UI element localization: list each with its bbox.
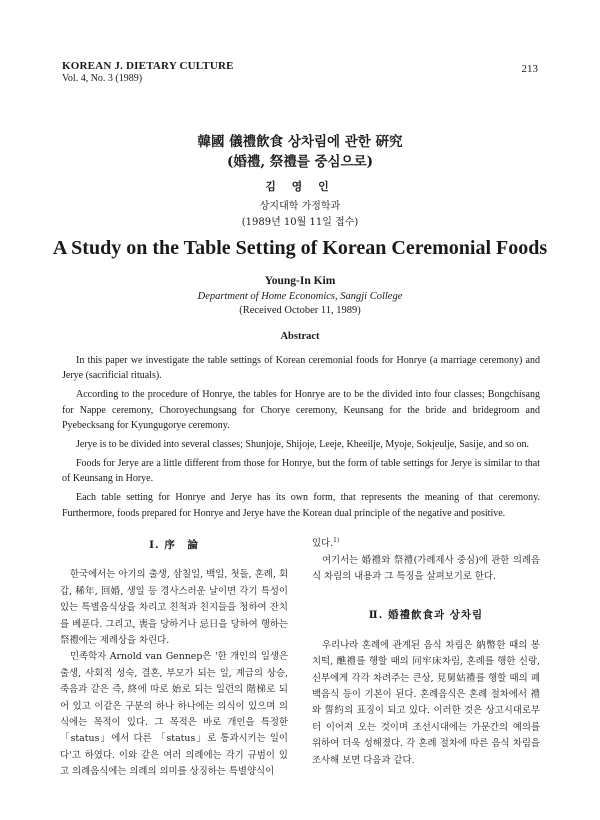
abstract-paragraph: In this paper we investigate the table settings of Korean ceremonial foods for Honrye (a marriage ceremony) and Jerye (sacrificial rituals). xyxy=(62,355,540,382)
journal-name: KOREAN J. DIETARY CULTURE xyxy=(62,60,234,72)
journal-header xyxy=(62,60,234,84)
abstract-paragraph: According to the procedure of Honrye, the tables for Honrye are to be the divided into four classes; Bongchisang for Nappe ceremony, Choroyechungsang for Chorye ceremony, Keunsang for the bride and bridegroom and Pyebecksang for Kyungugorye ceremony. xyxy=(62,389,540,432)
footnote-reference: 1) xyxy=(333,537,340,544)
english-author: Young-In Kim xyxy=(264,275,336,287)
body-paragraph-continued xyxy=(312,533,540,553)
abstract-paragraph: Foods for Jerye are a little different from those for Honrye, but the form of table settings for Jerye is similar to that of Keunsang in Horye. xyxy=(62,457,540,485)
korean-affiliation: 상지대학 가정학과 xyxy=(259,201,341,212)
journal-volume: Vol. 4, No. 3 (1989) xyxy=(62,73,143,84)
korean-received-date: (1989년 10월 11일 접수) xyxy=(241,217,359,228)
right-column xyxy=(312,533,540,769)
korean-subtitle: (婚禮, 祭禮를 중심으로) xyxy=(226,154,374,170)
abstract-paragraph: Jerye is to be divided into several classes; Shunjoje, Shijoje, Leeje, Kheeilje, Myoje, Sokjeulje, Sasije, and so on. xyxy=(76,439,529,451)
english-affiliation: Department of Home Economics, Sangji College xyxy=(197,291,403,302)
body-paragraph: 한국에서는 아기의 출생, 삼칠일, 백일, 첫돌, 혼례, 회갑, 稀年, 回婚, 생일 등 경사스러운 날이면 각기 특성이 있는 특별음식상을 차리고 친척과 친지들을 청하여 잔치를 베푼다. 그리고, 喪을 당하거나 忌日을 당하여 행하는 祭禮에는 제례상을 차린다. xyxy=(60,569,288,647)
abstract-paragraph: Each table setting for Honrye and Jerye has its own form, that represents the meaning of that ceremony. Furthermore, foods prepared for Honrye and Jerye have the Korean dual principle of the negative and positive. xyxy=(62,492,540,519)
korean-title: 韓國 儀禮飮食 상차림에 관한 硏究 xyxy=(197,134,403,150)
body-paragraph: 우리나라 혼례에 관계된 음식 차림은 納幣한 때의 봉치떡, 醮禮를 행할 때의 同牢床차림, 혼례를 행한 신랑, 신부에게 각각 차려주는 큰상, 見舅姑禮를 행할 때의 폐백음식 등이 기본이 된다. 혼례음식은 혼례 절차에서 禮와 誓約의 표징이 되고 있다. 이러한 것은 상고시대로부터 이어져 오는 것이며 조선시대에는 가문간의 예의를 위하여 더욱 성해졌다. 각 혼례 절차에 따른 음식 차림을 조사해 보면 다음과 같다. xyxy=(312,639,540,766)
left-column xyxy=(60,533,288,781)
korean-author: 김 영 인 xyxy=(265,180,335,193)
body-paragraph: 민족학자 Arnold van Gennep은 '한 개인의 일생은 출생, 사회적 성숙, 결혼, 부모가 되는 일, 계급의 상승, 죽음과 같은 즉, 終에 따로 始로 되는 일련의 階梯로 되어 있고 이같은 구분의 하나 하나에는 의식이 있으며 의식에는 목적이 있다. 그 목적은 바로 개인을 특정한 「status」에서 다른 「status」로 통과시키는 일이다'고 하였다. 이와 같은 여러 의례에는 각기 규범이 있고 의례음식에는 의례의 의미를 상징하는 특별양식이 xyxy=(60,651,288,778)
english-title: A Study on the Table Setting of Korean Ceremonial Foods xyxy=(52,237,548,259)
abstract-heading: Abstract xyxy=(280,331,320,342)
page-number: 213 xyxy=(521,63,538,75)
section-heading-marriage-foods: Ⅱ. 婚禮飮食과 상차림 xyxy=(368,609,484,622)
english-received-date: (Received October 11, 1989) xyxy=(239,305,361,316)
section-heading-introduction: Ⅰ. 序 論 xyxy=(149,539,199,551)
body-paragraph: 여기서는 婚禮와 祭禮(가례제사 중심)에 관한 의례음식 차림의 내용과 그 특징을 살펴보기로 한다. xyxy=(312,554,540,582)
abstract-body xyxy=(62,353,540,525)
continued-text: 있다. xyxy=(312,538,334,550)
